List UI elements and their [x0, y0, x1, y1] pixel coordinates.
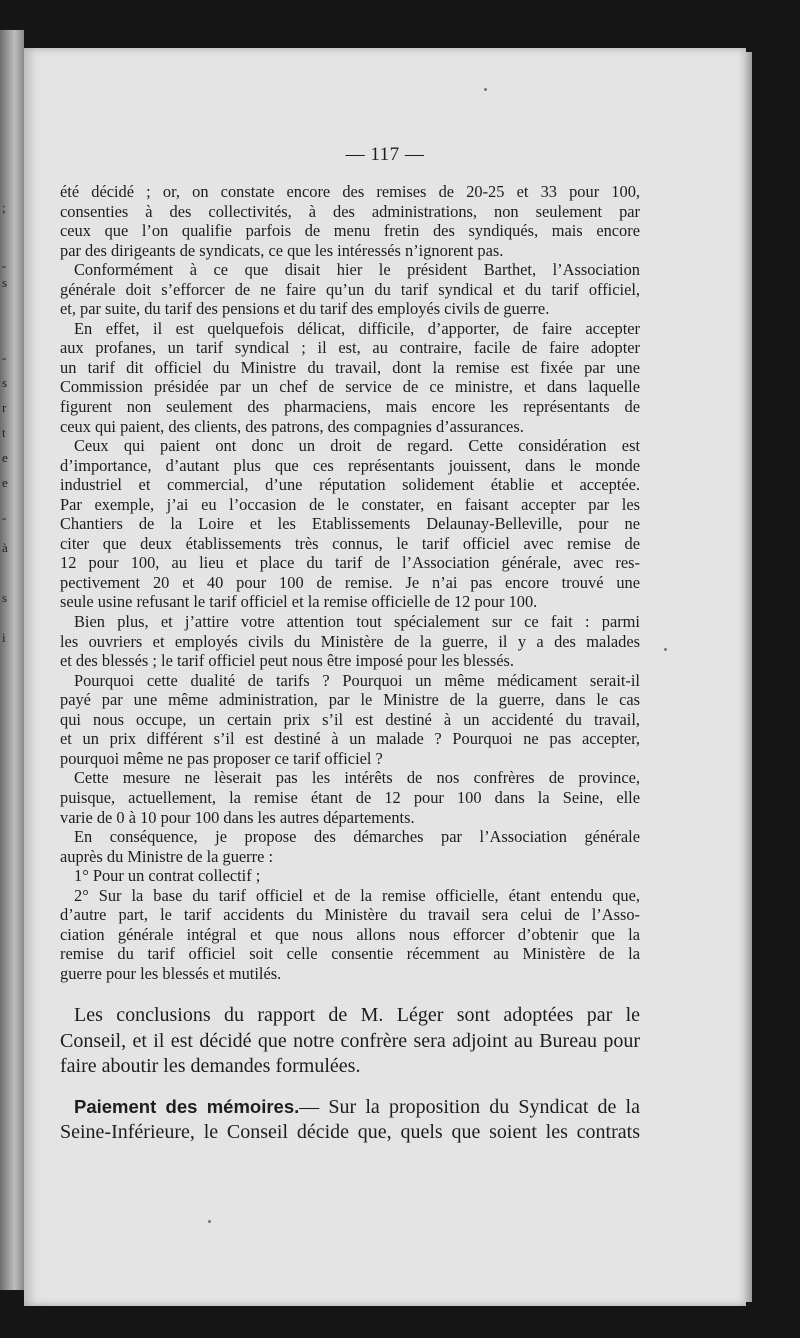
text-line: un tarif dit officiel du Ministre du travail, dont la remise est fixée par une — [60, 357, 640, 377]
text-line: figurent non seulement des pharmaciens, mais encore les représentants de — [60, 397, 640, 417]
text-line: Pourquoi cette dualité de tarifs ? Pourquoi un même médicament serait-il — [74, 670, 640, 690]
text-line: ceux qui paient, des clients, des patrons, des compagnies d’assurances. — [60, 416, 524, 436]
text-line: par des dirigeants de syndicats, ce que les intéressés n’ignorent pas. — [60, 240, 504, 260]
text-line: Ceux qui paient ont donc un droit de regard. Cette considération est — [74, 436, 640, 456]
page-number: — 117 — — [345, 144, 425, 165]
margin-fragment: s — [2, 590, 8, 605]
margin-fragment: - — [2, 510, 7, 525]
text-line: les ouvriers et employés civils du Ministère de la guerre, il y a des malades — [60, 631, 640, 651]
text-line: et des blessés ; le tarif officiel peut nous être imposé pour les blessés. — [60, 651, 514, 671]
text-line: Commission présidée par un chef de service de ce ministre, et dans laquelle — [60, 377, 640, 397]
text-line: ciation générale intégral et que nous allons nous efforcer d’obtenir que la — [60, 924, 640, 944]
margin-fragment: i — [2, 630, 6, 645]
text-line: Bien plus, et j’attire votre attention tout spécialement sur ce fait : parmi — [74, 612, 640, 632]
text-line: En effet, il est quelquefois délicat, difficile, d’apporter, de faire accepter — [74, 318, 640, 338]
margin-fragment: e — [2, 450, 8, 465]
text-line: Cette mesure ne lèserait pas les intérêts de nos confrères de province, — [74, 768, 640, 788]
text-line: varie de 0 à 10 pour 100 dans les autres départements. — [60, 807, 415, 827]
margin-fragment: - — [2, 350, 7, 365]
text-line: qui nous occupe, un certain prix s’il est destiné à un accidenté du travail, — [60, 709, 640, 729]
margin-fragment: t — [2, 425, 6, 440]
text-line: 2° Sur la base du tarif officiel et de la remise officielle, étant entendu que, — [74, 885, 640, 905]
final-section-line-2: Seine-Inférieure, le Conseil décide que, quels que soient les contrats — [60, 1121, 640, 1143]
text-line: et un prix différent s’il est destiné à un malade ? Pourquoi ne pas accepter, — [60, 729, 640, 749]
margin-fragment: s — [2, 375, 8, 390]
text-line: consenties à des collectivités, à des administrations, non seulement par — [60, 201, 640, 221]
report-body — [60, 182, 640, 983]
text-line: remise du tarif officiel soit celle consentie récemment au Ministère de la — [60, 944, 640, 964]
paper-speck — [484, 88, 487, 91]
paper-speck — [208, 1220, 211, 1223]
text-line: d’importance, d’autant plus que ces représentants jouissent, dans le monde — [60, 455, 640, 475]
text-line: seule usine refusant le tarif officiel et la remise officielle de 12 pour 100. — [60, 592, 538, 612]
text-line: Chantiers de la Loire et les Etablissements Delaunay-Belleville, pour ne — [60, 514, 640, 534]
text-line: été décidé ; or, on constate encore des remises de 20-25 et 33 pour 100, — [60, 182, 640, 201]
text-line: industriel et commercial, d’une réputation solidement établie et acceptée. — [60, 475, 640, 495]
text-line: 12 pour 100, au lieu et place du tarif de l’Association générale, avec res- — [60, 553, 640, 573]
text-line: citer que deux établissements très connus, le tarif officiel avec remise de — [60, 533, 640, 553]
conclusions-block — [60, 1003, 640, 1146]
margin-fragment: r — [2, 400, 7, 415]
text-line: pourquoi même ne pas proposer ce tarif officiel ? — [60, 748, 383, 768]
text-line: Conformément à ce que disait hier le président Barthet, l’Association — [74, 260, 640, 280]
conclusion-line: Conseil, et il est décidé que notre confrère sera adjoint au Bureau pour — [60, 1029, 640, 1052]
text-line: puisque, actuellement, la remise étant de 12 pour 100 dans la Seine, elle — [60, 787, 640, 807]
text-line: et, par suite, du tarif des pensions et du tarif des employés civils de guerre. — [60, 299, 550, 319]
margin-fragment: s — [2, 275, 8, 290]
scanned-page — [24, 48, 746, 1306]
conclusion-line: Les conclusions du rapport de M. Léger sont adoptées par le — [74, 1004, 640, 1026]
text-line: En conséquence, je propose des démarches par l’Association générale — [74, 827, 640, 847]
text-line: générale doit s’efforcer de ne faire qu’un du tarif syndical et du tarif officiel, — [60, 279, 640, 299]
text-line: guerre pour les blessés et mutilés. — [60, 963, 282, 983]
conclusion-line: faire aboutir les demandes formulées. — [60, 1055, 361, 1077]
margin-fragment: e — [2, 475, 8, 490]
paper-speck — [664, 648, 667, 651]
previous-page-edge — [0, 30, 24, 1290]
section-heading: Paiement des mémoires. — [74, 1095, 300, 1117]
margin-fragment: - — [2, 258, 7, 273]
text-line: aux profanes, un tarif syndical ; il est, au contraire, facile de faire adopter — [60, 338, 640, 358]
text-line: d’autre part, le tarif accidents du Ministère du travail sera celui de l’Asso- — [60, 905, 640, 925]
text-line: payé par une même administration, par le Ministre de la guerre, dans le cas — [60, 690, 640, 710]
text-line: ceux que l’on qualifie parfois de menu fretin des syndiqués, mais encore — [60, 221, 640, 241]
text-line: 1° Pour un contrat collectif ; — [74, 866, 261, 886]
final-section-line-1 — [60, 1094, 640, 1121]
text-line: auprès du Ministre de la guerre : — [60, 846, 274, 866]
final-section-intro: — Sur la proposition du Syndicat de la — [299, 1095, 640, 1118]
text-line: pectivement 20 et 40 pour 100 de remise. Je n’ai pas encore trouvé une — [60, 572, 640, 592]
margin-fragment: à — [2, 540, 8, 555]
margin-fragment: ; — [2, 200, 6, 215]
text-line: Par exemple, j’ai eu l’occasion de le constater, en faisant accepter par les — [60, 494, 640, 514]
page-fold-edge — [744, 52, 752, 1302]
